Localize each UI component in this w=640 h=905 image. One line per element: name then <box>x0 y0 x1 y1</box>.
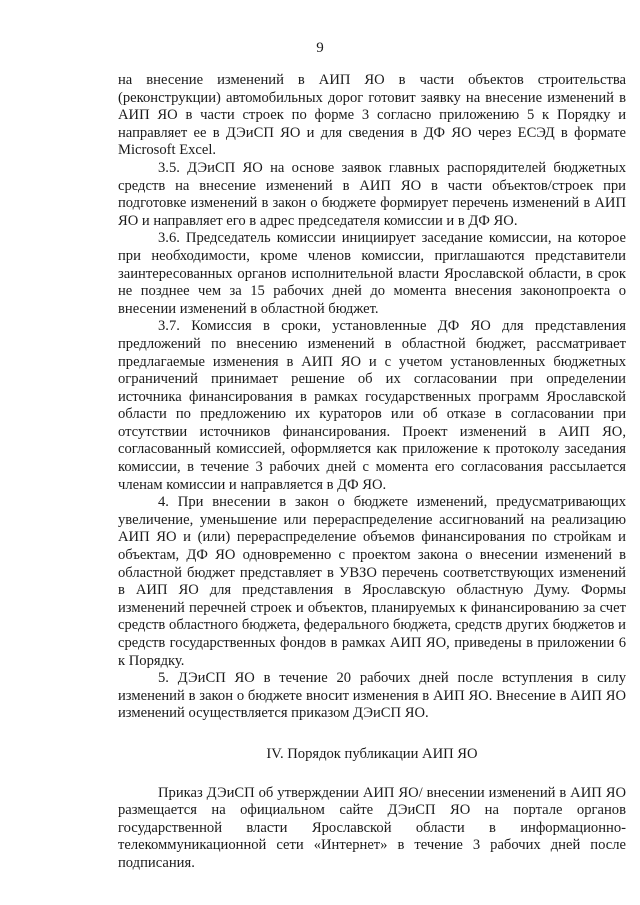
page-number: 9 <box>316 40 324 56</box>
paragraph-3-5: 3.5. ДЭиСП ЯО на основе заявок главных распорядителей бюджетных средств на внесение изменений в АИП ЯО в части объектов/строек при подготовке изменений в закон о бюджете формирует перечень изменений в АИП ЯО и направляет его в адрес председателя комиссии и в ДФ ЯО. <box>118 159 626 229</box>
paragraph-4: 4. При внесении в закон о бюджете изменений, предусматривающих увеличение, уменьшение или перераспределение ассигнований на реализацию АИП ЯО и (или) перераспределение объемов финансирования по стройкам и объектам, ДФ ЯО одновременно с проектом закона о внесении изменений в областной бюджет представляет в УВЗО перечень соответствующих изменений в АИП ЯО для представления в Ярославскую областную Думу. Формы изменений перечней строек и объектов, планируемых к финансированию за счет средств областного бюджета, федерального бюджета, средств других бюджетов и средств государственных фондов в рамках АИП ЯО, приведены в приложении 6 к Порядку. <box>118 494 626 669</box>
document-body <box>118 72 626 873</box>
paragraph-3-6: 3.6. Председатель комиссии инициирует заседание комиссии, на которое при необходимости, кроме членов комиссии, приглашаются представители заинтересованных органов исполнительной власти Ярославской области, в срок не позднее чем за 15 рабочих дней до момента внесения законопроекта о внесении изменений в областной бюджет. <box>118 230 626 317</box>
paragraph-3-7: 3.7. Комиссия в сроки, установленные ДФ ЯО для представления предложений по внесению изменений в областной бюджет, рассматривает предлагаемые изменения в АИП ЯО и с учетом установленных бюджетных ограничений принимает решение об их согласовании при определении источника финансирования в рамках государственных программ Ярославской области по предложению их кураторов или об отказе в согласовании при отсутствии источников финансирования. Проект изменений в АИП ЯО, согласованный комиссией, оформляется как приложение к протоколу заседания комиссии, в течение 3 рабочих дней с момента его согласования рассылается членам комиссии и направляется в ДФ ЯО. <box>118 318 626 493</box>
paragraph-publication: Приказ ДЭиСП об утверждении АИП ЯО/ внесении изменений в АИП ЯО размещается на официальном сайте ДЭиСП ЯО на портале органов государственной власти Ярославской области в информационно-телекоммуникационной сети «Интернет» в течение 3 рабочих дней после подписания. <box>118 784 626 871</box>
paragraph-5: 5. ДЭиСП ЯО в течение 20 рабочих дней после вступления в силу изменений в закон о бюджете вносит изменения в АИП ЯО. Внесение в АИП ЯО изменений осуществляется приказом ДЭиСП ЯО. <box>118 670 626 722</box>
paragraph-continuation: на внесение изменений в АИП ЯО в части объектов строительства (реконструкции) автомобильных дорог готовит заявку на внесение изменений в АИП ЯО в части строек по форме 3 согласно приложению 5 к Порядку и направляет ее в ДЭиСП ЯО и для сведения в ДФ ЯО через ЕСЭД в формате Microsoft Excel. <box>118 72 626 159</box>
section-heading: IV. Порядок публикации АИП ЯО <box>266 745 478 762</box>
